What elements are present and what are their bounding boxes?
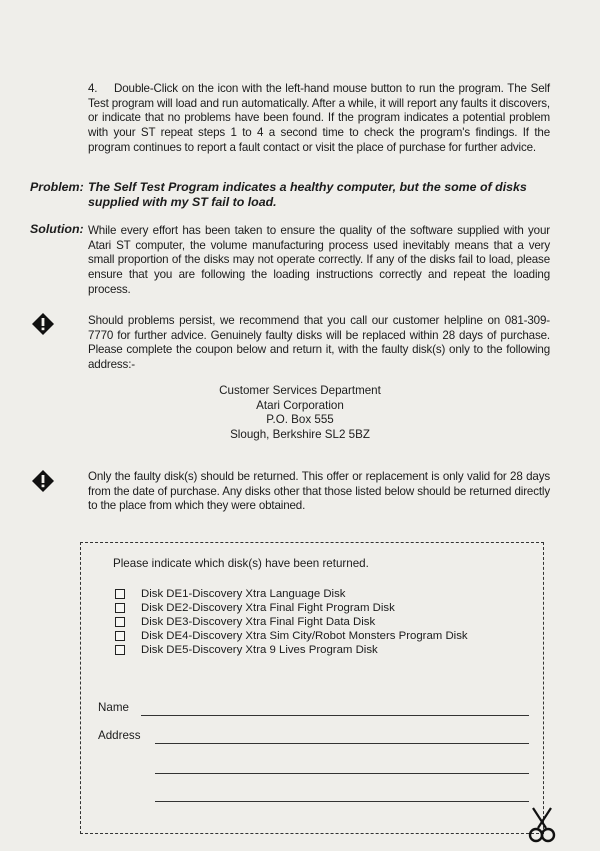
address-line-1: Customer Services Department [219,384,381,397]
step-4-paragraph [88,82,550,156]
disk-checkbox[interactable] [115,589,125,599]
address-line-3: P.O. Box 555 [266,413,334,426]
problem-label: Problem: [30,180,84,194]
disk-checkbox[interactable] [115,603,125,613]
disk-option-de4[interactable] [115,629,468,643]
address-field-line-3[interactable] [155,801,529,802]
address-line-4: Slough, Berkshire SL2 5BZ [230,427,370,441]
disk-option-de3[interactable] [115,615,468,629]
solution-label: Solution: [30,222,84,236]
step-number: 4. [88,82,98,95]
disk-label: Disk DE4-Discovery Xtra Sim City/Robot Monsters Program Disk [141,630,468,642]
disk-label: Disk DE5-Discovery Xtra 9 Lives Program Disk [141,644,378,656]
address-field-line-1[interactable] [155,743,529,744]
name-label: Name [98,701,129,714]
return-note: Only the faulty disk(s) should be returned. This offer or replacement is only valid for 28 days from the date of purchase. Any disks other that those listed below should be returned directly to the place from which they were obtained. [88,470,550,513]
return-address [200,384,400,442]
name-field[interactable] [141,715,529,716]
disk-label: Disk DE3-Discovery Xtra Final Fight Data Disk [141,616,376,628]
disk-checkbox[interactable] [115,617,125,627]
coupon-instruction: Please indicate which disk(s) have been returned. [113,557,369,570]
disk-checkbox[interactable] [115,631,125,641]
disk-label: Disk DE2-Discovery Xtra Final Fight Program Disk [141,602,395,614]
disk-option-de1[interactable] [115,587,468,601]
helpline-note: Should problems persist, we recommend that you call our customer helpline on 081-309-7770 for further advice. Genuinely faulty disks will be replaced within 28 days of purchase. Please complete the coupon below and return it, with the faulty disk(s) only to the following address:- [88,314,550,372]
step-4-text: Double-Click on the icon with the left-hand mouse button to run the program. The Self Test program will load and run automatically. After a while, it will report any faults it discovers, or indicate that no problems have been found. If the program indicates a potential problem with your ST repeat steps 1 to 4 a second time to check the program's findings. If the program continues to report a fault contact or visit the place of purchase for further advice. [88,82,550,154]
disk-option-de5[interactable] [115,643,468,657]
address-label: Address [98,729,141,742]
problem-text: The Self Test Program indicates a healthy computer, but the some of disks supplied with my ST fail to load. [88,180,527,209]
disk-label: Disk DE1-Discovery Xtra Language Disk [141,588,346,600]
address-line-2: Atari Corporation [256,398,344,412]
disk-checkbox[interactable] [115,645,125,655]
return-coupon [80,542,544,834]
scissors-icon [527,806,557,846]
disk-option-de2[interactable] [115,601,468,615]
disk-list [115,587,468,657]
warning-diamond-icon [32,470,54,492]
warning-diamond-icon [32,313,54,335]
solution-text: While every effort has been taken to ensure the quality of the software supplied with your Atari ST computer, the volume manufacturing process used inevitably means that a very small proportion of the disks may not operate correctly. If any of the disks fail to load, please ensure that you are following the loading instructions correctly and repeat the loading process. [88,224,550,296]
address-field-line-2[interactable] [155,773,529,774]
